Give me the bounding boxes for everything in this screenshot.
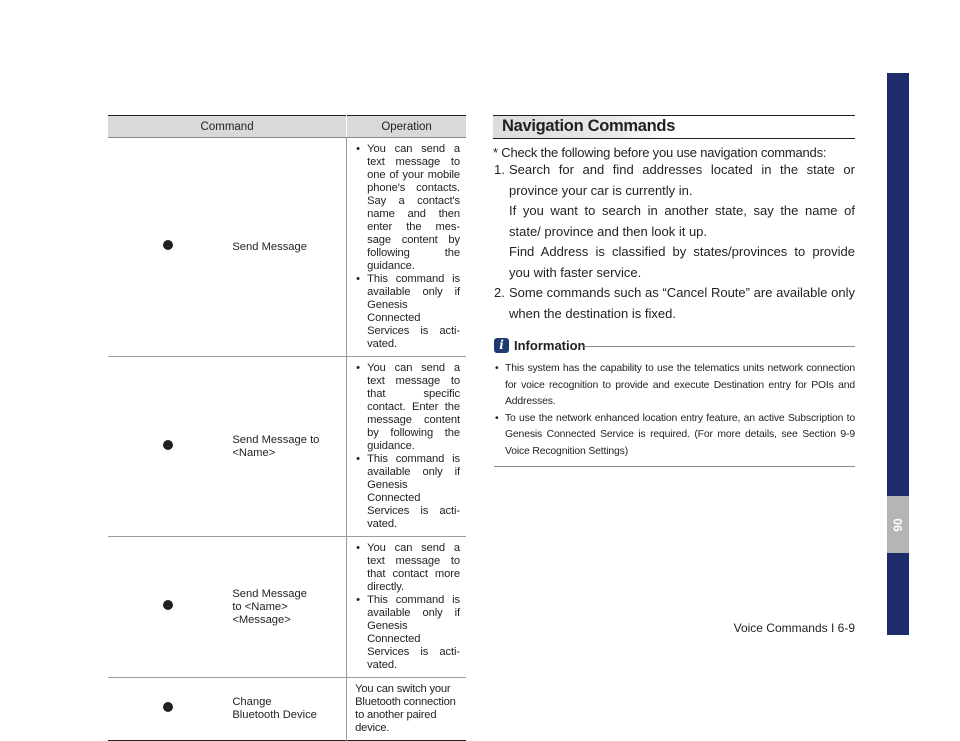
divider (494, 466, 855, 467)
bullet-dot-icon (163, 702, 173, 712)
divider (582, 346, 855, 347)
information-bullet: • To use the network enhanced location entry feature, an active Subscription to Genesis Connected Service is required. (For more details, see Section 9-9 Voice Recognition Settings) (494, 411, 855, 461)
operation-bullet: • This command is available only if Genesis Connected Services is acti-vated. (355, 453, 460, 531)
info-icon: i (494, 338, 509, 353)
bullet-dot-icon (163, 600, 173, 610)
operation-bullet: • You can send a text message to that specific contact. Enter the message content by following the guidance. (355, 362, 460, 453)
intro-note: * Check the following before you use navigation commands: (493, 145, 827, 160)
operation-cell (347, 357, 466, 537)
bullet-dot-icon (163, 240, 173, 250)
command-cell: Send Message to <Name> (227, 357, 346, 537)
table-row (108, 138, 466, 357)
section-header (493, 115, 855, 139)
information-title: Information (514, 338, 586, 353)
steps-list (493, 160, 855, 324)
command-cell: Change Bluetooth Device (227, 678, 346, 741)
bullet-dot-icon (163, 440, 173, 450)
page-footer: Voice Commands I 6-9 (733, 621, 855, 635)
navigation-commands-section (493, 115, 855, 321)
table-row (108, 678, 466, 741)
section-title: Navigation Commands (502, 117, 676, 135)
operation-bullet: • This command is available only if Genesis Connected Services is acti-vated. (355, 594, 460, 672)
operation-bullet: • You can send a text message to one of your mobile phone's contacts. Say a contact's name and then enter the mes-sage content by following the guidance. (355, 143, 460, 273)
command-cell: Send Message to <Name> <Message> (227, 537, 346, 678)
operation-cell: You can switch your Bluetooth connection to another paired device. (355, 683, 456, 734)
table-row (108, 357, 466, 537)
table-row (108, 537, 466, 678)
information-box (494, 337, 855, 460)
list-item: 2. Some commands such as “Cancel Route” are available only when the destination is fixed. (494, 285, 855, 321)
column-header-command: Command (108, 116, 347, 138)
list-item: 1. Search for and find addresses located in the state or province your car is currently in. If you want to search in another state, say the name of state/ province and then look it up. Find Address is classified by states/provinces to provide you with faster service. (494, 162, 855, 280)
voice-command-table (108, 115, 466, 741)
chapter-number: 06 (887, 496, 909, 553)
information-bullet: • This system has the capability to use the telematics units network connection for voice recognition to provide and execute Destination entry for POIs and Addresses. (494, 361, 855, 411)
operation-cell (347, 537, 466, 678)
column-header-operation: Operation (347, 116, 466, 138)
command-cell: Send Message (227, 138, 346, 357)
operation-bullet: • You can send a text message to that contact more directly. (355, 542, 460, 594)
operation-bullet: • This command is available only if Genesis Connected Services is acti-vated. (355, 273, 460, 351)
operation-cell (347, 138, 466, 357)
